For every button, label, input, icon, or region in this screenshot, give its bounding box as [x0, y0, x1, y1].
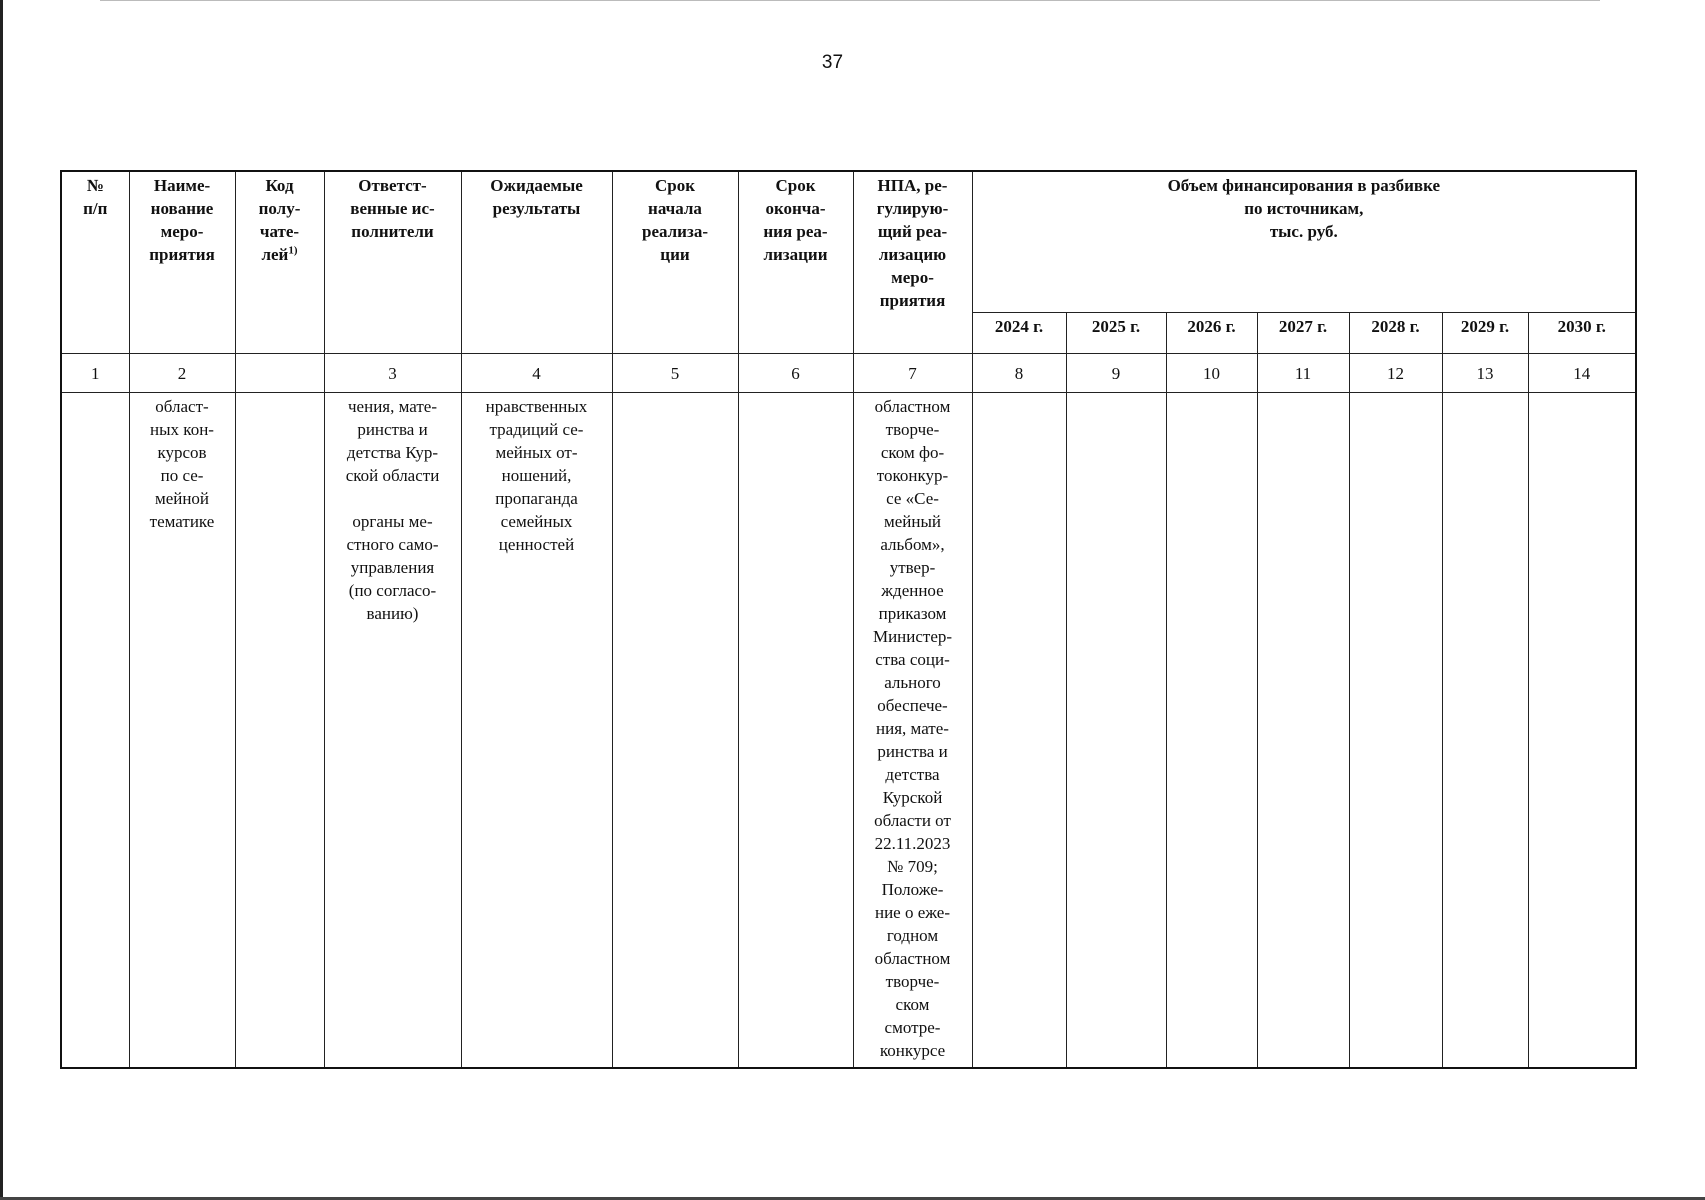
- column-number: 10: [1166, 354, 1257, 393]
- cell-measure-name: област- ных кон- курсов по се- мейной тематике: [129, 393, 235, 1069]
- column-number: 6: [738, 354, 853, 393]
- cell-funding-2028: [1349, 393, 1442, 1069]
- column-number: 2: [129, 354, 235, 393]
- column-number: 11: [1257, 354, 1349, 393]
- header-funding: Объем финансирования в разбивке по источникам, тыс. руб.: [972, 171, 1636, 313]
- year-2030: 2030 г.: [1528, 313, 1636, 354]
- column-number: 12: [1349, 354, 1442, 393]
- year-2026: 2026 г.: [1166, 313, 1257, 354]
- cell-expected-results: нравственных традиций се- мейных от- ношений, пропаганда семейных ценностей: [461, 393, 612, 1069]
- column-number: 9: [1066, 354, 1166, 393]
- footnote-marker: 1): [288, 244, 298, 257]
- header-number: № п/п: [61, 171, 129, 354]
- column-number: 4: [461, 354, 612, 393]
- header-responsible: Ответст- венные ис- полнители: [324, 171, 461, 354]
- year-2025: 2025 г.: [1066, 313, 1166, 354]
- cell-end-date: [738, 393, 853, 1069]
- year-2024: 2024 г.: [972, 313, 1066, 354]
- header-start-date: Срок начала реализа- ции: [612, 171, 738, 354]
- column-number-row: [61, 354, 1636, 393]
- column-number: 14: [1528, 354, 1636, 393]
- table-row: [61, 393, 1636, 1069]
- column-number: 1: [61, 354, 129, 393]
- cell-funding-2029: [1442, 393, 1528, 1069]
- scan-left-edge: [0, 0, 3, 1200]
- year-2027: 2027 г.: [1257, 313, 1349, 354]
- column-number: 3: [324, 354, 461, 393]
- header-row: [61, 171, 1636, 313]
- column-number: [235, 354, 324, 393]
- cell-regulation: областном творче- ском фо- токонкур- се «Се- мейный альбом», утвер- жденное приказом Министер- ства соци- ального обеспече- ния, мате- ринства и детства Курской области от 22.11.2023 № 709; Положе- ние о еже- годном областном творче- ском смотре- конкурсе: [853, 393, 972, 1069]
- cell-recipient-code: [235, 393, 324, 1069]
- cell-responsible: чения, мате- ринства и детства Кур- ской области органы ме- стного само- управления (по согласо- ванию): [324, 393, 461, 1069]
- year-2028: 2028 г.: [1349, 313, 1442, 354]
- column-number: 7: [853, 354, 972, 393]
- column-number: 5: [612, 354, 738, 393]
- header-expected-results: Ожидаемые результаты: [461, 171, 612, 354]
- header-end-date: Срок оконча- ния реа- лизации: [738, 171, 853, 354]
- scan-top-edge: [100, 0, 1600, 1]
- column-number: 8: [972, 354, 1066, 393]
- header-measure-name: Наиме- нование меро- приятия: [129, 171, 235, 354]
- cell-funding-2024: [972, 393, 1066, 1069]
- cell-number: [61, 393, 129, 1069]
- header-recipient-code: Код полу- чате- лей$^{1)}$: [235, 171, 324, 354]
- year-2029: 2029 г.: [1442, 313, 1528, 354]
- cell-funding-2027: [1257, 393, 1349, 1069]
- cell-funding-2030: [1528, 393, 1636, 1069]
- page-number: 37: [821, 52, 844, 73]
- measures-table: [60, 170, 1637, 1069]
- cell-funding-2025: [1066, 393, 1166, 1069]
- cell-funding-2026: [1166, 393, 1257, 1069]
- cell-start-date: [612, 393, 738, 1069]
- column-number: 13: [1442, 354, 1528, 393]
- header-regulation: НПА, ре- гулирую- щий реа- лизацию меро- приятия: [853, 171, 972, 354]
